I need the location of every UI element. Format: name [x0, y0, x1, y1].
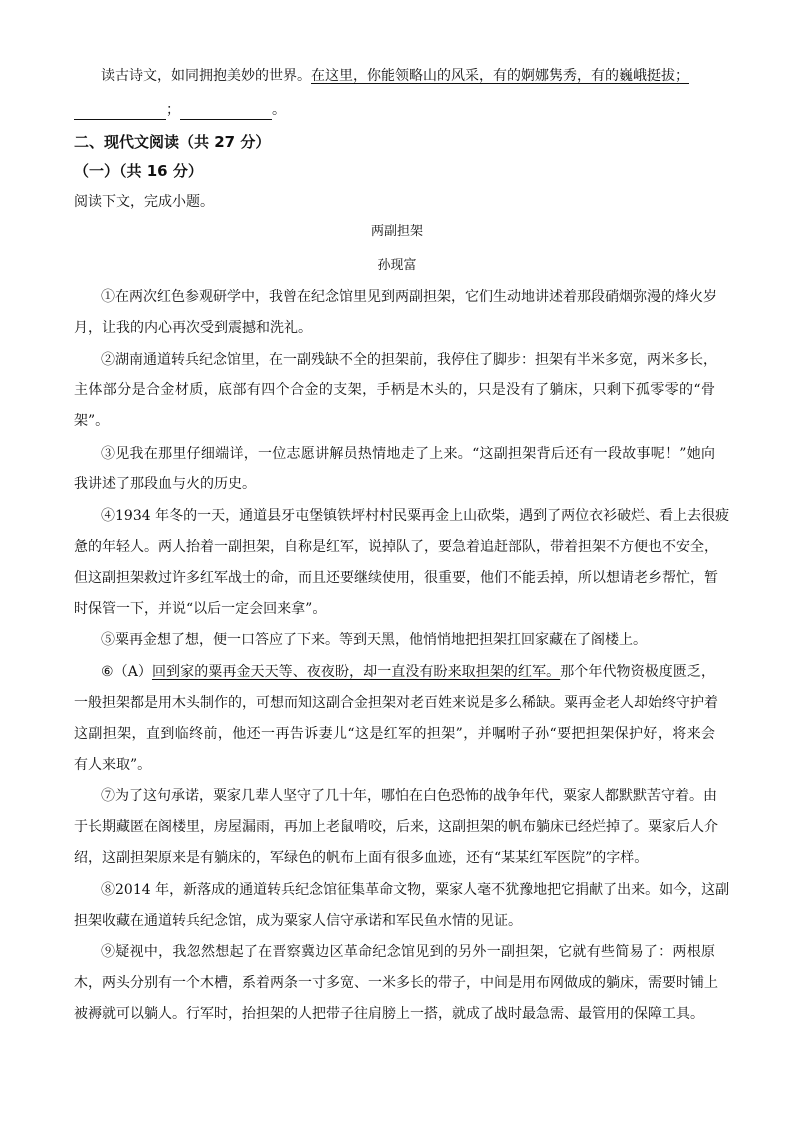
paragraph-4-line-3: 但这副担架救过许多红军战士的命，而且还要继续使用，很重要，他们不能丢掉，所以想请老乡帮忙，暂	[74, 570, 718, 586]
answer-blank-1[interactable]	[74, 105, 166, 120]
paragraph-6-underlined-sentence-a: 回到家的粟再金天天等、夜夜盼，却一直没有盼来取担架的红军。	[151, 664, 561, 680]
paragraph-7-line-1: ⑦为了这句承诺，粟家几辈人坚守了几十年，哪怕在白色恐怖的战争年代，粟家人都默默苦守着。由	[101, 788, 717, 804]
intro-lead: 读古诗文，如同拥抱美妙的世界。	[101, 68, 311, 84]
answer-blank-2[interactable]	[180, 105, 272, 120]
paragraph-6-line-2: 一般担架都是用木头制作的，可想而知这副合金担架对老百姓来说是多么稀缺。粟再金老人却始终守护着	[74, 695, 718, 711]
blank-separator: ；	[166, 102, 180, 118]
paragraph-3-line-2: 我讲述了那段血与火的历史。	[74, 476, 256, 492]
paragraph-6-continuation: 那个年代物资极度匮乏，	[560, 664, 716, 680]
paragraph-4-line-1: ④1934 年冬的一天，通道县牙屯堡镇铁坪村村民粟再金上山砍柴，遇到了两位衣衫破烂、看上去很疲	[101, 508, 730, 524]
section-heading: 二、现代文阅读（共 27 分）	[74, 133, 271, 151]
paragraph-7-line-2: 于长期藏匿在阁楼里，房屋漏雨，再加上老鼠啃咬，后来，这副担架的帆布躺床已经烂掉了。粟家后人介	[74, 819, 718, 835]
article-author: 孙现富	[377, 258, 417, 273]
paragraph-1-line-2: 月，让我的内心再次受到震撼和洗礼。	[74, 320, 312, 336]
paragraph-2-line-2: 主体部分是合金材质，底部有四个合金的支架，手柄是木头的，只是没有了躺床，只剩下孤零零的“骨	[74, 382, 715, 398]
paragraph-1-line-1: ①在两次红色参观研学中，我曾在纪念馆里见到两副担架，它们生动地讲述着那段硝烟弥漫的烽火岁	[101, 289, 717, 305]
paragraph-9-line-3: 被褥就可以躺人。行军时，抬担架的人把带子往肩膀上一搭，就成了战时最急需、最管用的保障工具。	[74, 1006, 704, 1022]
paragraph-9-line-1: ⑨疑视中，我忽然想起了在晋察冀边区革命纪念馆见到的另外一副担架，它就有些简易了：两根原	[101, 944, 715, 960]
paragraph-9-line-2: 木，两头分别有一个木槽，系着两条一寸多宽、一米多长的带子，中间是用布网做成的躺床，需要时铺上	[74, 975, 718, 991]
paragraph-4-line-4: 时保管一下，并说“以后一定会回来拿”。	[74, 601, 327, 617]
intro-underlined-text: 在这里，你能领略山的风采，有的婀娜隽秀，有的巍峨挺拔；	[311, 68, 689, 84]
paragraph-2-line-1: ②湖南通道转兵纪念馆里，在一副残缺不全的担架前，我停住了脚步：担架有半米多宽，两米多长，	[101, 352, 717, 368]
paragraph-7-line-3: 绍，这副担架原来是有躺床的，军绿色的帆布上面有很多血迹，还有“某某红军医院”的字样。	[74, 850, 649, 866]
article-title: 两副担架	[370, 224, 423, 239]
sub-section-heading: （一）（共 16 分）	[74, 162, 203, 180]
paragraph-5-line-1: ⑤粟再金想了想，便一口答应了下来。等到天黑，他悄悄地把担架扛回家藏在了阁楼上。	[101, 632, 647, 648]
instruction-text: 阅读下文，完成小题。	[74, 194, 214, 210]
answer-blanks-line	[74, 100, 286, 120]
paragraph-3-line-1: ③见我在那里仔细端详，一位志愿讲解员热情地走了上来。“这副担架背后还有一段故事呢！”她向	[101, 446, 715, 462]
paragraph-6-line-3: 这副担架，直到临终前，他还一再告诉妻儿“这是红军的担架”，并嘱咐子孙“要把担架保护好，将来会	[74, 726, 715, 742]
paragraph-2-line-3: 架”。	[74, 413, 110, 429]
intro-line	[101, 66, 689, 86]
blank-period: 。	[272, 102, 286, 118]
paragraph-6-line-4: 有人来取”。	[74, 757, 152, 773]
paragraph-6-line-1	[101, 662, 715, 682]
paragraph-6-number: ⑥（A）	[101, 664, 152, 680]
paragraph-8-line-2: 担架收藏在通道转兵纪念馆，成为粟家人信守承诺和军民鱼水情的见证。	[74, 913, 522, 929]
paragraph-4-line-2: 惫的年轻人。两人抬着一副担架，自称是红军，说掉队了，要急着追赶部队，带着担架不方便也不安全，	[74, 539, 718, 555]
paragraph-8-line-1: ⑧2014 年，新落成的通道转兵纪念馆征集革命文物，粟家人毫不犹豫地把它捐献了出来。如今，这副	[101, 882, 730, 898]
